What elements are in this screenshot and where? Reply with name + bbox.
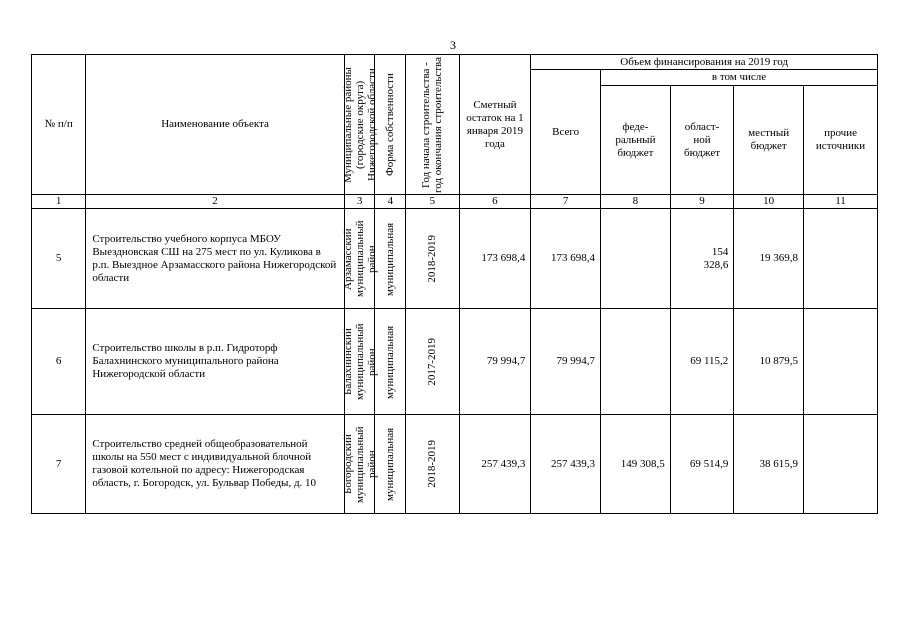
row-ownership-text: муниципальная (384, 221, 397, 296)
row-federal: 149 308,5 (601, 415, 671, 514)
table-row (32, 209, 878, 309)
header-name: Наименование объекта (86, 55, 344, 195)
row-regional: 69 514,9 (670, 415, 734, 514)
row-object-name: Строительство средней общеобразовательной школы на 550 мест с индивидуальной блочной газовой котельной по адресу: Нижегородская область, г. Богородск, ул. Бульвар Победы, д. 10 (86, 415, 344, 514)
row-ownership-text: муниципальная (384, 427, 397, 501)
row-years-text: 2018-2019 (426, 234, 439, 283)
header-federal: феде-ральный бюджет (601, 86, 671, 195)
header-years-text: Год начала строительства - год окончания строительства (420, 56, 445, 193)
row-regional: 69 115,2 (670, 309, 734, 415)
column-number: 3 (344, 195, 375, 209)
column-number: 8 (601, 195, 671, 209)
column-number: 6 (459, 195, 531, 209)
row-total: 173 698,4 (531, 209, 601, 309)
header-years (406, 55, 459, 195)
row-regional: 154 328,6 (670, 209, 734, 309)
column-number-row (32, 195, 878, 209)
column-number: 10 (734, 195, 804, 209)
row-municipal-text: Богородский муниципальный район (341, 425, 378, 503)
row-other (804, 209, 878, 309)
row-years-text: 2017-2019 (426, 337, 439, 386)
row-municipal-text: Арзамасский муниципальный район (341, 220, 378, 297)
column-number: 5 (406, 195, 459, 209)
row-ownership (375, 209, 406, 309)
row-ownership (375, 415, 406, 514)
row-num: 6 (32, 309, 86, 415)
financing-table (31, 54, 878, 514)
row-num: 5 (32, 209, 86, 309)
header-ownership-text: Форма собственности (384, 73, 397, 176)
row-num: 7 (32, 415, 86, 514)
row-years (406, 309, 459, 415)
page-number: 3 (450, 38, 456, 52)
column-number: 9 (670, 195, 734, 209)
table-row (32, 309, 878, 415)
row-object-name: Строительство школы в р.п. Гидроторф Балахнинского муниципального района Нижегородской области (86, 309, 344, 415)
row-total: 257 439,3 (531, 415, 601, 514)
column-number: 7 (531, 195, 601, 209)
header-regional: област-ной бюджет (670, 86, 734, 195)
header-ownership (375, 55, 406, 195)
header-num: № п/п (32, 55, 86, 195)
row-remainder: 79 994,7 (459, 309, 531, 415)
column-number: 11 (804, 195, 878, 209)
row-ownership (375, 309, 406, 415)
row-years (406, 415, 459, 514)
row-years (406, 209, 459, 309)
header-remainder: Сметный остаток на 1 января 2019 года (459, 55, 531, 195)
row-local: 19 369,8 (734, 209, 804, 309)
row-local: 10 879,5 (734, 309, 804, 415)
row-local: 38 615,9 (734, 415, 804, 514)
row-municipal (341, 209, 378, 309)
column-number: 1 (32, 195, 86, 209)
column-number: 2 (86, 195, 344, 209)
column-number: 4 (375, 195, 406, 209)
row-object-name: Строительство учебного корпуса МБОУ Выездновская СШ на 275 мест по ул. Куликова в р.п. Выездное Арзамасского района Нижегородской области (86, 209, 344, 309)
table-row (32, 415, 878, 514)
row-federal (601, 209, 671, 309)
row-total: 79 994,7 (531, 309, 601, 415)
row-other (804, 415, 878, 514)
row-municipal (341, 309, 378, 415)
header-financing-group: Объем финансирования на 2019 год (531, 55, 878, 70)
row-remainder: 257 439,3 (459, 415, 531, 514)
header-including: в том числе (601, 70, 878, 86)
header-other: прочие источники (804, 86, 878, 195)
header-municipal (341, 55, 378, 195)
header-municipal-text: Муниципальные районы (городские округа) Нижегородской области (341, 66, 378, 183)
header-total: Всего (531, 70, 601, 195)
row-years-text: 2018-2019 (426, 440, 439, 488)
row-federal (601, 309, 671, 415)
row-ownership-text: муниципальная (384, 324, 397, 399)
row-remainder: 173 698,4 (459, 209, 531, 309)
row-municipal (341, 415, 378, 514)
row-municipal-text: Балахнинский муниципальный район (341, 323, 378, 400)
header-local: местный бюджет (734, 86, 804, 195)
row-other (804, 309, 878, 415)
